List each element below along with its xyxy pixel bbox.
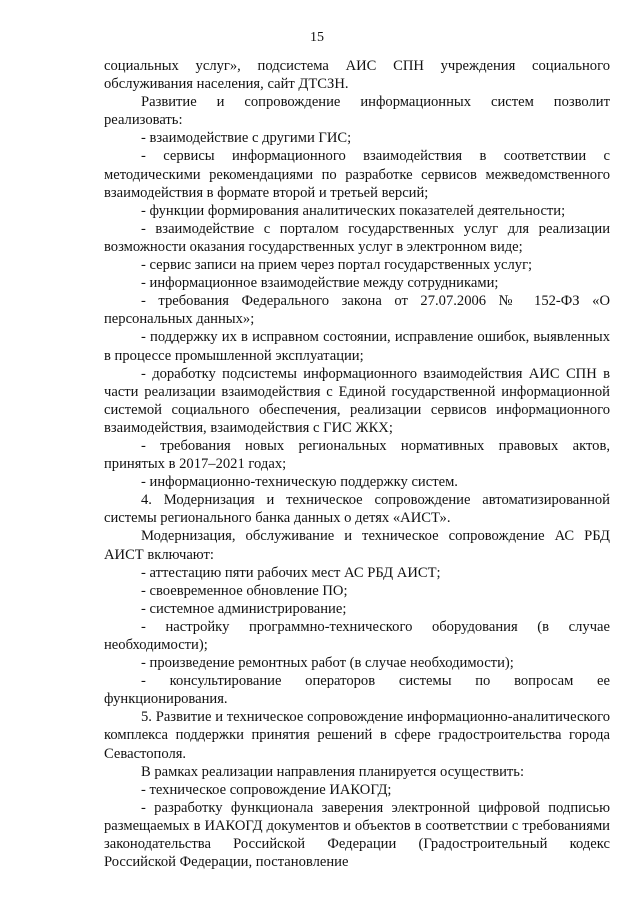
list-item: - доработку подсистемы информационного взаимодействия АИС СПН в части реализации взаимодействия с Единой государственной информационной системой социального обеспечения, реализации сервисов информационного взаимодействия, взаимодействия с ГИС ЖКХ; xyxy=(104,365,610,436)
document-body xyxy=(104,57,610,871)
list-item: - требования Федерального закона от 27.07.2006 № 152-ФЗ «О персональных данных»; xyxy=(104,293,610,328)
list-item: - настройку программно-технического оборудования (в случае необходимости); xyxy=(104,618,610,653)
list-item: - функции формирования аналитических показателей деятельности; xyxy=(141,202,566,219)
paragraph-continuation: социальных услуг», подсистема АИС СПН учреждения социального обслуживания населения, сайт ДТСЗН. xyxy=(104,58,610,93)
list-item: - произведение ремонтных работ (в случае необходимости); xyxy=(141,655,514,672)
list-item: - сервис записи на прием через портал государственных услуг; xyxy=(141,257,533,274)
list-item: - аттестацию пяти рабочих мест АС РБД АИСТ; xyxy=(141,564,441,581)
list-item: - своевременное обновление ПО; xyxy=(141,582,348,599)
paragraph-intro: Модернизация, обслуживание и техническое сопровождение АС РБД АИСТ включают: xyxy=(104,528,610,563)
section-heading-4: 4. Модернизация и техническое сопровождение автоматизированной системы регионального банка данных о детях «АИСТ». xyxy=(104,492,610,527)
list-item: - сервисы информационного взаимодействия в соответствии с методическими рекомендациями по разработке сервисов межведомственного взаимодействия в формате второй и третьей версий; xyxy=(104,148,610,201)
list-item: - информационное взаимодействие между сотрудниками; xyxy=(141,275,499,292)
list-item: - техническое сопровождение ИАКОГД; xyxy=(141,781,392,798)
list-item: - поддержку их в исправном состоянии, исправление ошибок, выявленных в процессе промышленной эксплуатации; xyxy=(104,329,610,364)
list-item: - взаимодействие с порталом государственных услуг для реализации возможности оказания государственных услуг в электронном виде; xyxy=(104,220,610,255)
list-item: - взаимодействие с другими ГИС; xyxy=(141,130,352,147)
list-item: - требования новых региональных нормативных правовых актов, принятых в 2017–2021 годах; xyxy=(104,437,610,473)
list-item: - информационно-техническую поддержку систем. xyxy=(141,474,458,491)
paragraph-intro: В рамках реализации направления планируется осуществить: xyxy=(141,763,525,780)
section-heading-5: 5. Развитие и техническое сопровождение информационно-аналитического комплекса поддержки принятия решений в сфере градостроительства города Севастополя. xyxy=(104,709,610,762)
list-item: - разработку функционала заверения электронной цифровой подписью размещаемых в ИАКОГД документов и объектов в соответствии с требованиями законодательства Российской Федерации (Градостроительный кодекс Российской Федерации, постановление xyxy=(104,799,610,871)
list-item: - системное администрирование; xyxy=(141,600,347,617)
paragraph-intro: Развитие и сопровождение информационных систем позволит реализовать: xyxy=(104,94,610,129)
page-number: 15 xyxy=(310,30,324,45)
list-item: - консультирование операторов системы по вопросам ее функционирования. xyxy=(104,673,610,708)
